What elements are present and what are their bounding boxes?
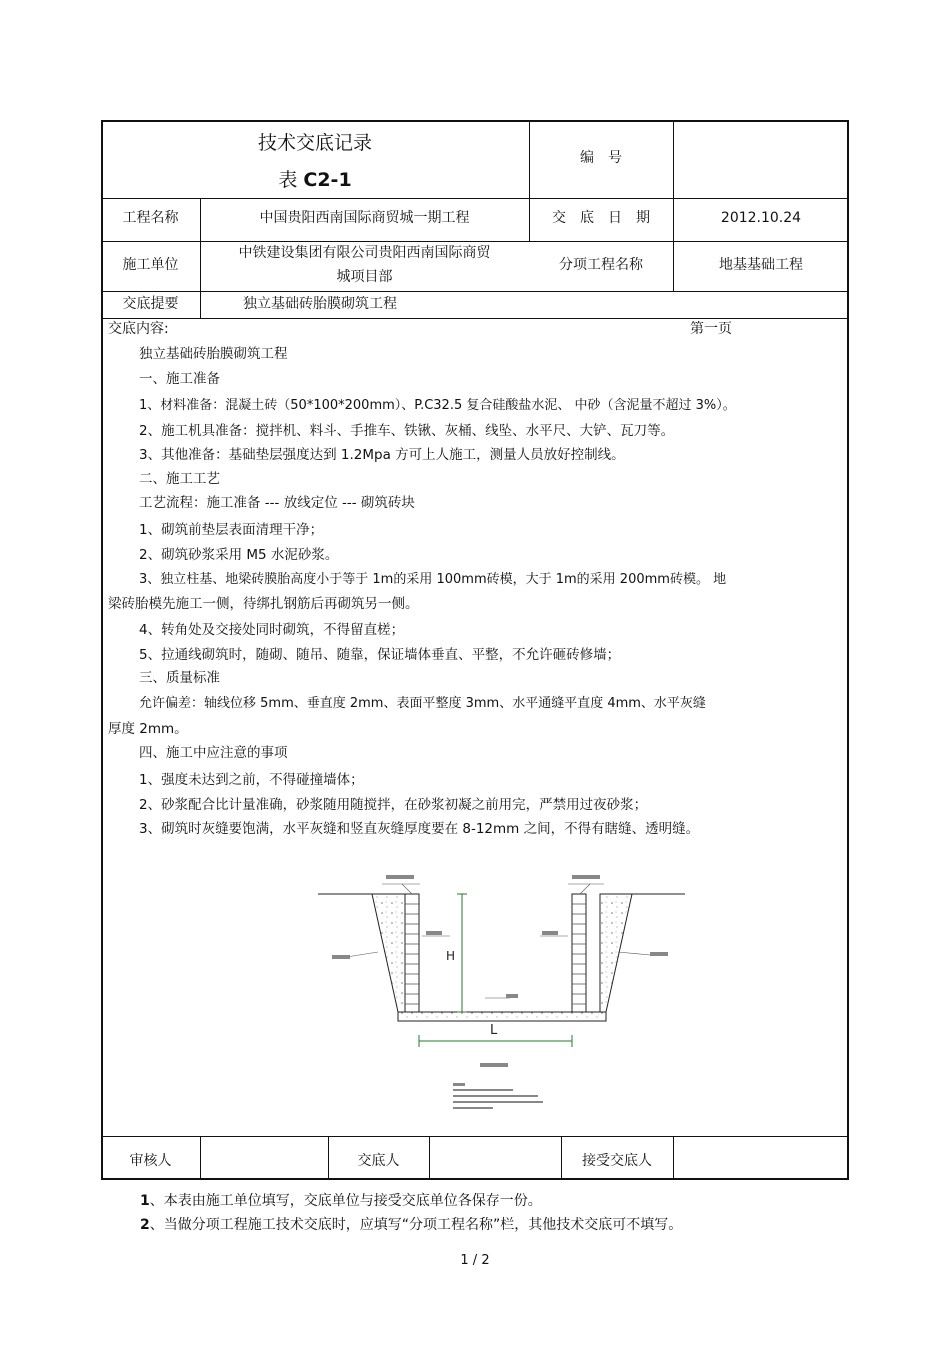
subproject-label: 分项工程名称 — [559, 257, 643, 273]
summary-label: 交底提要 — [122, 296, 179, 312]
backfill-left — [372, 894, 405, 1012]
content-line: 3、其他准备：基础垫层强度达到 1.2Mpa 方可上人施工，测量人员放好控制线。 — [139, 447, 625, 463]
reviewer-label: 审核人 — [129, 1153, 172, 1169]
rule-header-bottom — [101, 198, 849, 199]
content-line: 允许偏差：轴线位移 5mm、垂直度 2mm、表面平整度 3mm、水平通缝平直度 4mm、水平灰缝 — [139, 696, 706, 711]
construction-unit-value-line1: 中铁建设集团有限公司贵阳西南国际商贸 — [238, 245, 491, 261]
content-line: 4、转角处及交接处同时砌筑，不得留直槎； — [139, 622, 405, 638]
footnote-1 — [140, 1190, 542, 1210]
brick-mold-section-diagram — [310, 860, 690, 1135]
rule-row3-bottom — [101, 318, 849, 319]
page-number: 1 / 2 — [460, 1253, 490, 1268]
content-line: 三、质量标准 — [139, 670, 220, 686]
form-code — [101, 168, 529, 192]
number-label: 编 号 — [580, 150, 622, 166]
content-line: 3、砌筑时灰缝要饱满，水平灰缝和竖直灰缝厚度要在 8-12mm 之间，不得有瞎缝、透明缝。 — [139, 821, 700, 837]
content-line: 一、施工准备 — [139, 371, 220, 387]
footnote-2 — [140, 1214, 682, 1234]
content-label: 交底内容: — [108, 321, 169, 337]
footnote-1-text: 、本表由施工单位填写，交底单位与接受交底单位各保存一份。 — [149, 1193, 542, 1209]
subproject-value: 地基基础工程 — [719, 257, 803, 273]
date-value: 2012.10.24 — [720, 210, 802, 226]
content-line: 1、强度未达到之前，不得碰撞墙体； — [139, 772, 364, 788]
content-line: 厚度 2mm。 — [108, 721, 188, 737]
content-line: 梁砖胎模先施工一侧，待绑扎钢筋后再砌筑另一侧。 — [108, 596, 419, 612]
form-title: 技术交底记录 — [257, 132, 372, 154]
discloser-signature-field[interactable] — [430, 1137, 560, 1179]
content-line: 3、独立柱基、地梁砖膜胎高度小于等于 1m的采用 100mm砖模，大于 1m的采用 200mm砖模。 地 — [139, 572, 727, 587]
form-code-prefix: 表 — [278, 169, 298, 191]
date-label: 交 底 日 期 — [552, 210, 650, 226]
content-line: 二、施工工艺 — [139, 471, 220, 487]
page-label: 第一页 — [690, 321, 732, 337]
project-name-label: 工程名称 — [122, 210, 179, 226]
footnote-2-text: 、当做分项工程施工技术交底时，应填写“分项工程名称”栏，其他技术交底可不填写。 — [149, 1217, 683, 1233]
discloser-label: 交底人 — [357, 1153, 400, 1169]
form-code-value: C2-1 — [303, 169, 352, 191]
reviewer-signature-field[interactable] — [201, 1137, 327, 1179]
construction-unit-label: 施工单位 — [122, 257, 179, 273]
content-line: 2、施工机具准备：搅拌机、料斗、手推车、铁锹、灰桶、线坠、水平尺、大铲、瓦刀等。 — [139, 423, 675, 439]
summary-value: 独立基础砖胎膜砌筑工程 — [243, 296, 397, 312]
rule-row1-bottom — [101, 241, 849, 242]
receiver-label: 接受交底人 — [582, 1153, 652, 1169]
content-line: 2、砂浆配合比计量准确，砂浆随用随搅拌，在砂浆初凝之前用完，严禁用过夜砂浆； — [139, 797, 648, 813]
content-line: 1、材料准备：混凝土砖（50*100*200mm）、P.C32.5 复合硅酸盐水泥、 中砂（含泥量不超过 3%）。 — [139, 398, 736, 413]
content-line: 5、拉通线砌筑时，随砌、随吊、随靠，保证墙体垂直、平整，不允许砸砖修墙； — [139, 647, 621, 663]
cushion-layer — [398, 1012, 606, 1021]
footnote-1-number: 1 — [140, 1193, 150, 1209]
content-line: 2、砌筑砂浆采用 M5 水泥砂浆。 — [139, 547, 339, 563]
content-line: 四、施工中应注意的事项 — [139, 745, 288, 761]
receiver-signature-field[interactable] — [674, 1137, 848, 1179]
project-name-value: 中国贵阳西南国际商贸城一期工程 — [259, 210, 470, 226]
rule-row2-bottom — [101, 291, 849, 292]
content-line: 1、砌筑前垫层表面清理干净； — [139, 522, 324, 538]
content-line: 独立基础砖胎膜砌筑工程 — [139, 346, 288, 362]
construction-unit-value-line2: 城项目部 — [336, 269, 393, 285]
content-line: 工艺流程：施工准备 --- 放线定位 --- 砌筑砖块 — [139, 495, 415, 511]
length-label: L — [490, 1023, 498, 1038]
height-label: H — [446, 949, 456, 963]
footnote-2-number: 2 — [140, 1217, 150, 1233]
